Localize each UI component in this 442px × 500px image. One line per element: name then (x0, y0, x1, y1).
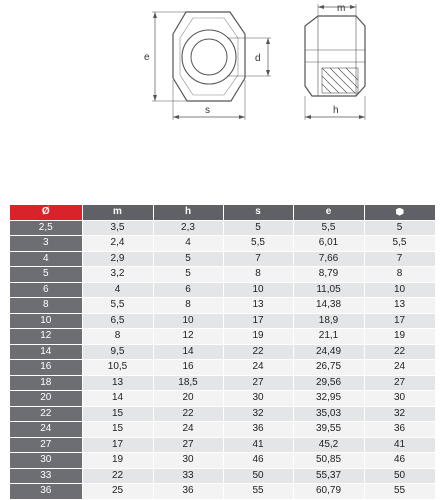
diameter-cell: 6 (10, 282, 82, 298)
value-cell: 50 (364, 468, 435, 484)
insert-hatching (322, 68, 358, 93)
value-cell: 10 (153, 313, 223, 329)
value-cell: 8 (223, 267, 293, 283)
side-view (305, 4, 365, 120)
table-row (10, 251, 435, 267)
table-row (10, 282, 435, 298)
table-row (10, 329, 435, 345)
value-cell: 8 (82, 329, 153, 345)
value-cell: 36 (153, 484, 223, 500)
value-cell: 12 (153, 329, 223, 345)
value-cell: 45,2 (293, 437, 364, 453)
value-cell: 4 (153, 236, 223, 252)
value-cell: 17 (223, 313, 293, 329)
value-cell: 55,37 (293, 468, 364, 484)
value-cell: 8 (364, 267, 435, 283)
value-cell: 7 (223, 251, 293, 267)
value-cell: 60,79 (293, 484, 364, 500)
label-h: h (333, 105, 339, 116)
value-cell: 5,5 (223, 236, 293, 252)
value-cell: 17 (82, 437, 153, 453)
value-cell: 3,5 (82, 220, 153, 236)
value-cell: 5,5 (293, 220, 364, 236)
value-cell: 35,03 (293, 406, 364, 422)
value-cell: 6 (153, 282, 223, 298)
value-cell: 7,66 (293, 251, 364, 267)
value-cell: 30 (223, 391, 293, 407)
value-cell: 6,5 (82, 313, 153, 329)
value-cell: 5 (223, 220, 293, 236)
value-cell: 2,4 (82, 236, 153, 252)
value-cell: 30 (153, 453, 223, 469)
value-cell: 24 (364, 360, 435, 376)
table-row (10, 484, 435, 500)
value-cell: 30 (364, 391, 435, 407)
diameter-cell: 16 (10, 360, 82, 376)
header-diameter: Ø (10, 205, 82, 220)
hex-icon (396, 208, 404, 216)
value-cell: 19 (223, 329, 293, 345)
diameter-cell: 5 (10, 267, 82, 283)
value-cell: 16 (153, 360, 223, 376)
value-cell: 20 (153, 391, 223, 407)
value-cell: 7 (364, 251, 435, 267)
value-cell: 24,49 (293, 344, 364, 360)
table-row (10, 298, 435, 314)
label-m: m (337, 3, 346, 14)
value-cell: 22 (364, 344, 435, 360)
value-cell: 14,38 (293, 298, 364, 314)
diameter-cell: 8 (10, 298, 82, 314)
diameter-cell: 24 (10, 422, 82, 438)
value-cell: 55 (364, 484, 435, 500)
value-cell: 50,85 (293, 453, 364, 469)
value-cell: 22 (223, 344, 293, 360)
table-row (10, 437, 435, 453)
value-cell: 25 (82, 484, 153, 500)
table-row (10, 220, 435, 236)
table-row (10, 360, 435, 376)
value-cell: 4 (82, 282, 153, 298)
value-cell: 22 (153, 406, 223, 422)
diameter-cell: 2,5 (10, 220, 82, 236)
value-cell: 32,95 (293, 391, 364, 407)
value-cell: 13 (82, 375, 153, 391)
value-cell: 13 (223, 298, 293, 314)
value-cell: 10 (364, 282, 435, 298)
header-h: h (153, 205, 223, 220)
table-row (10, 422, 435, 438)
header-s: s (223, 205, 293, 220)
front-view (152, 12, 271, 120)
value-cell: 46 (364, 453, 435, 469)
value-cell: 5 (153, 267, 223, 283)
diameter-cell: 3 (10, 236, 82, 252)
value-cell: 11,05 (293, 282, 364, 298)
value-cell: 18,5 (153, 375, 223, 391)
header-m: m (82, 205, 153, 220)
value-cell: 15 (82, 406, 153, 422)
value-cell: 29,56 (293, 375, 364, 391)
value-cell: 46 (223, 453, 293, 469)
diameter-cell: 27 (10, 437, 82, 453)
table-body (10, 220, 435, 499)
diameter-cell: 12 (10, 329, 82, 345)
value-cell: 39,55 (293, 422, 364, 438)
table-header-row (10, 205, 435, 220)
value-cell: 24 (223, 360, 293, 376)
value-cell: 10 (223, 282, 293, 298)
table-row (10, 453, 435, 469)
header-hex (364, 205, 435, 220)
value-cell: 6,01 (293, 236, 364, 252)
value-cell: 21,1 (293, 329, 364, 345)
value-cell: 3,2 (82, 267, 153, 283)
value-cell: 33 (153, 468, 223, 484)
nut-technical-drawing (0, 0, 442, 200)
diameter-cell: 10 (10, 313, 82, 329)
table-row (10, 391, 435, 407)
value-cell: 13 (364, 298, 435, 314)
diameter-cell: 30 (10, 453, 82, 469)
value-cell: 50 (223, 468, 293, 484)
table-row (10, 267, 435, 283)
table-row (10, 406, 435, 422)
value-cell: 36 (223, 422, 293, 438)
value-cell: 5,5 (82, 298, 153, 314)
diameter-cell: 18 (10, 375, 82, 391)
value-cell: 2,3 (153, 220, 223, 236)
value-cell: 8,79 (293, 267, 364, 283)
value-cell: 22 (82, 468, 153, 484)
value-cell: 27 (364, 375, 435, 391)
diameter-cell: 33 (10, 468, 82, 484)
value-cell: 17 (364, 313, 435, 329)
value-cell: 24 (153, 422, 223, 438)
value-cell: 5,5 (364, 236, 435, 252)
diameter-cell: 22 (10, 406, 82, 422)
table-row (10, 344, 435, 360)
inner-bore-circle (191, 39, 227, 75)
table-row (10, 236, 435, 252)
value-cell: 19 (82, 453, 153, 469)
value-cell: 27 (223, 375, 293, 391)
value-cell: 15 (82, 422, 153, 438)
value-cell: 8 (153, 298, 223, 314)
value-cell: 5 (153, 251, 223, 267)
label-e: e (144, 52, 150, 63)
table-row (10, 375, 435, 391)
diameter-cell: 36 (10, 484, 82, 500)
label-s: s (205, 105, 210, 116)
header-e: e (293, 205, 364, 220)
value-cell: 41 (223, 437, 293, 453)
table-row (10, 313, 435, 329)
value-cell: 26,75 (293, 360, 364, 376)
value-cell: 14 (82, 391, 153, 407)
value-cell: 55 (223, 484, 293, 500)
value-cell: 36 (364, 422, 435, 438)
value-cell: 27 (153, 437, 223, 453)
value-cell: 14 (153, 344, 223, 360)
hexagon-outline (173, 12, 245, 101)
dimension-table (10, 205, 436, 500)
value-cell: 2,9 (82, 251, 153, 267)
value-cell: 9,5 (82, 344, 153, 360)
value-cell: 18,9 (293, 313, 364, 329)
table-row (10, 468, 435, 484)
diameter-cell: 20 (10, 391, 82, 407)
value-cell: 32 (364, 406, 435, 422)
label-d: d (255, 53, 261, 64)
diameter-cell: 14 (10, 344, 82, 360)
value-cell: 10,5 (82, 360, 153, 376)
value-cell: 19 (364, 329, 435, 345)
value-cell: 5 (364, 220, 435, 236)
value-cell: 41 (364, 437, 435, 453)
value-cell: 32 (223, 406, 293, 422)
nut-drawing-svg (0, 0, 442, 200)
diameter-cell: 4 (10, 251, 82, 267)
